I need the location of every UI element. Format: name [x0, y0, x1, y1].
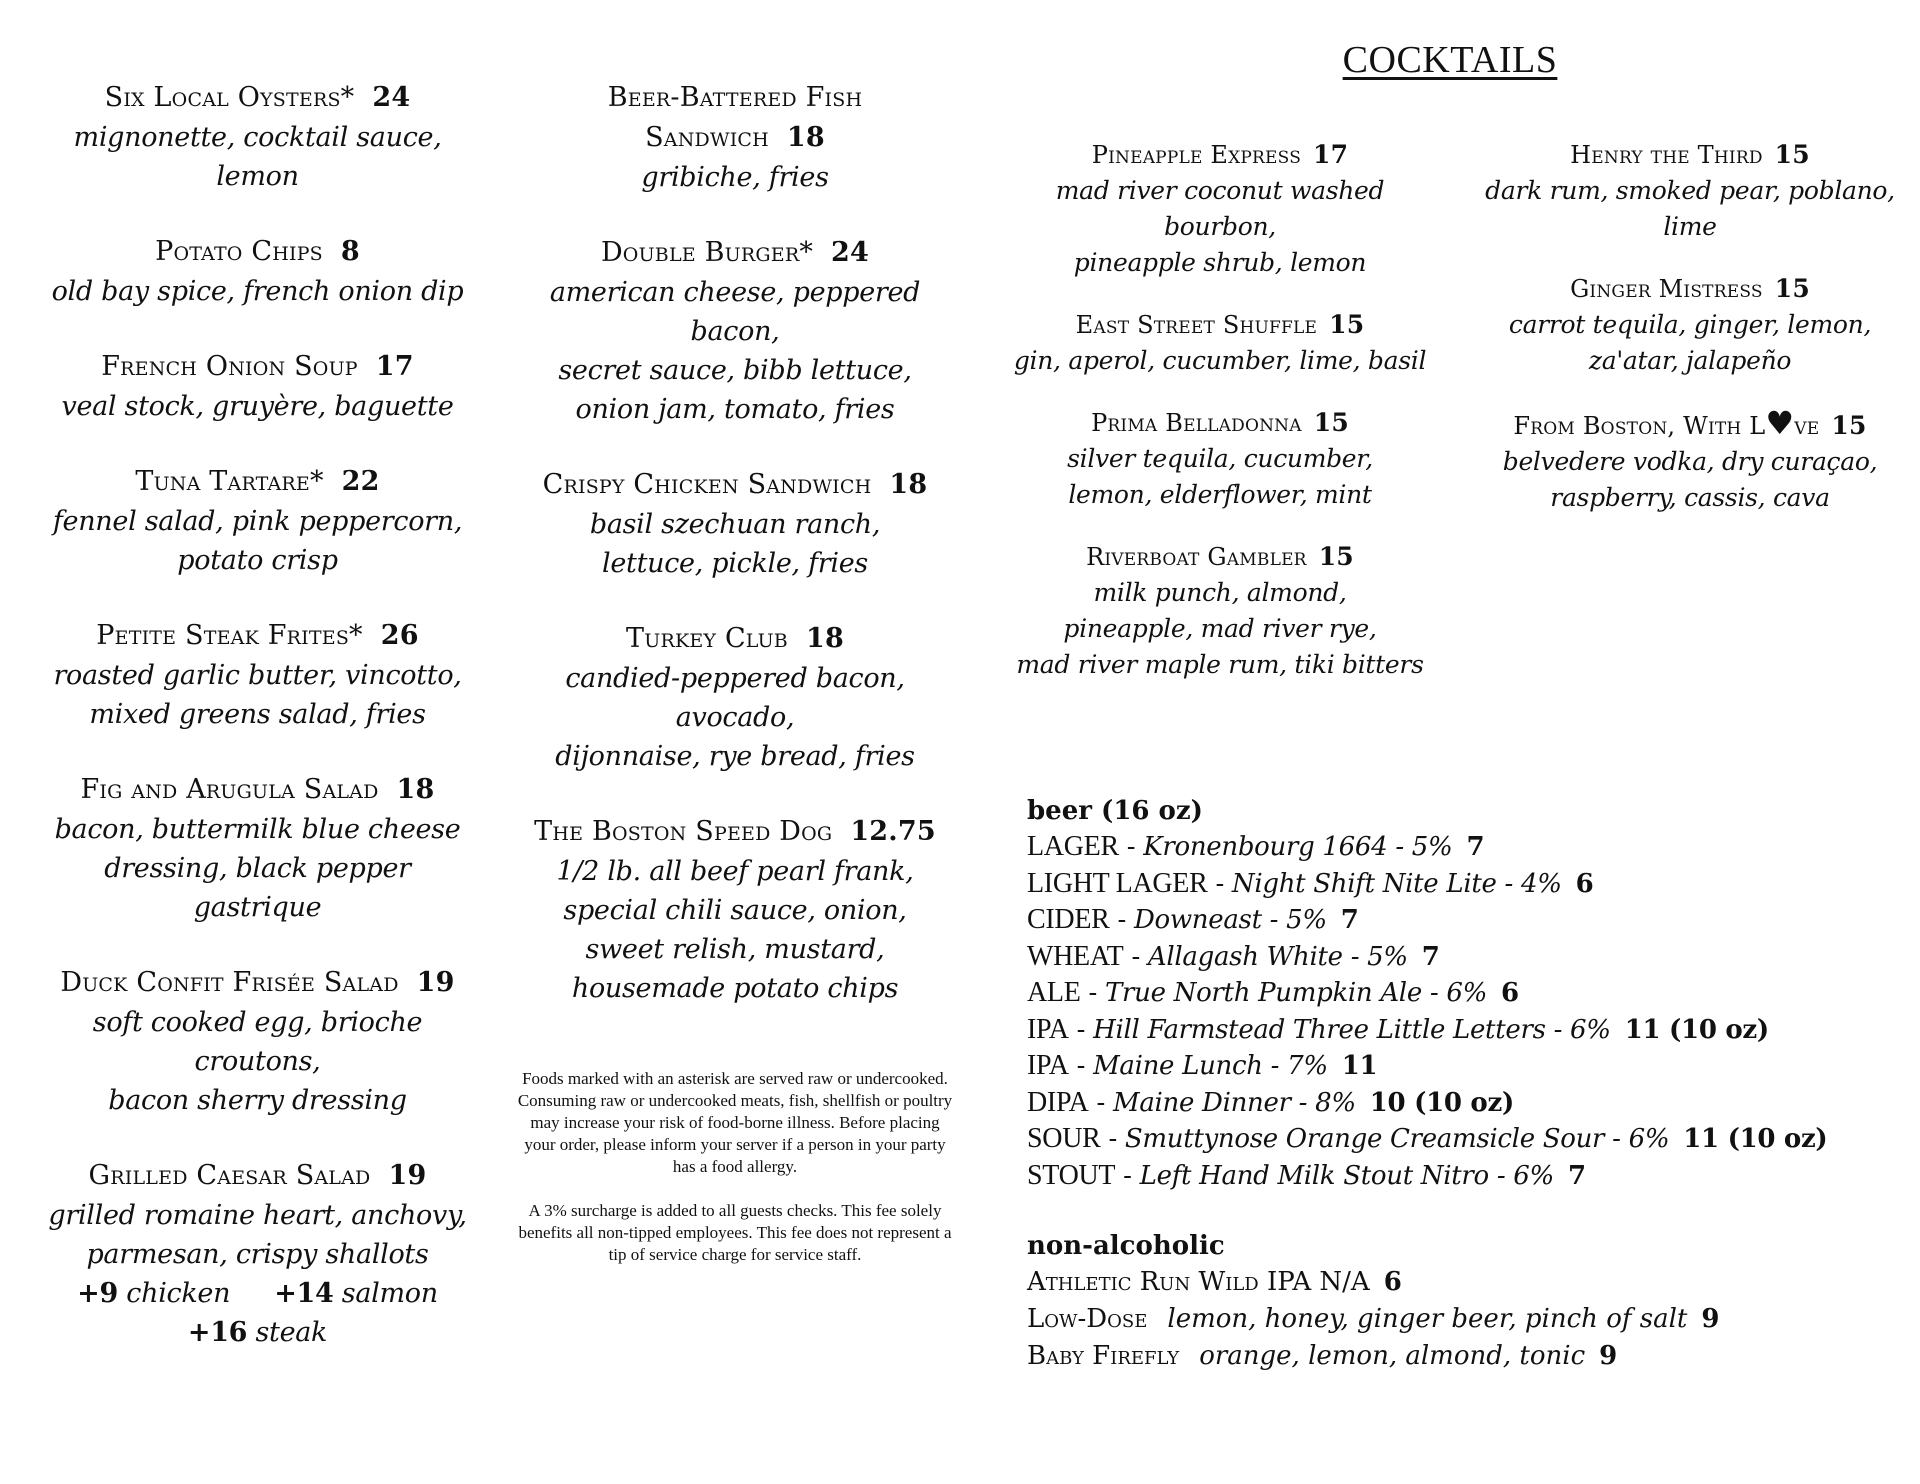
item-name-line: Crispy Chicken Sandwich 18: [542, 469, 928, 500]
item-description: pineapple shrub, lemon: [1073, 248, 1367, 277]
beer-row: DIPA - Maine Dinner - 8% 10 (10 oz): [1027, 1086, 1514, 1118]
beer-row: STOUT - Left Hand Milk Stout Nitro - 6% 7: [1027, 1159, 1586, 1191]
item-description: lemon, elderflower, mint: [1068, 480, 1372, 509]
item-price: 8: [340, 236, 360, 267]
item-price: 12.75: [850, 816, 936, 847]
menu-item: [40, 78, 475, 196]
menu-item: [515, 233, 955, 429]
caesar-addons-line: +16 steak: [187, 1317, 328, 1348]
beer-row: IPA - Hill Farmstead Three Little Letters - 6% 11 (10 oz): [1027, 1013, 1769, 1045]
item-price: 15: [1831, 411, 1867, 440]
item-name-line: Turkey Club 18: [626, 623, 844, 654]
item-description: belvedere vodka, dry curaçao,: [1502, 447, 1878, 476]
cocktail-item: [1470, 271, 1910, 379]
heart-icon: ♥: [1765, 404, 1795, 442]
item-price: 18: [786, 122, 825, 153]
item-name-line: Double Burger* 24: [600, 237, 870, 268]
item-description: mad river coconut washed bourbon,: [1055, 176, 1385, 241]
item-price: 18: [889, 469, 928, 500]
item-description: candied-peppered bacon, avocado,: [565, 663, 905, 733]
item-description: grilled romaine heart, anchovy,: [48, 1200, 467, 1231]
item-price: 18: [396, 774, 435, 805]
beer-row: ALE - True North Pumpkin Ale - 6% 6: [1027, 977, 1519, 1008]
item-name-line: Riverboat Gambler 15: [1086, 542, 1354, 571]
item-description: za'atar, jalapeño: [1588, 346, 1792, 375]
non-alcoholic-row: Athletic Run Wild IPA N/A 6: [1027, 1267, 1402, 1297]
item-description: onion jam, tomato, fries: [575, 394, 895, 425]
beer-row: IPA - Maine Lunch - 7% 11: [1027, 1050, 1378, 1081]
item-description: special chili sauce, onion,: [563, 895, 907, 926]
item-price: 15: [1329, 310, 1365, 339]
item-name-line: The Boston Speed Dog 12.75: [534, 816, 936, 847]
cocktails-column-right: [1470, 137, 1910, 542]
allergy-disclaimer: [515, 1068, 955, 1288]
non-alcoholic-row: Low-Dose lemon, honey, ginger beer, pinch of salt 9: [1027, 1304, 1720, 1334]
item-description: american cheese, peppered bacon,: [549, 277, 921, 347]
item-name-line: From Boston, With L♥ve 15: [1513, 404, 1867, 442]
menu-item: [40, 347, 475, 426]
cocktails-column-left: [1010, 137, 1430, 709]
item-price: 17: [1313, 140, 1349, 169]
non-alcoholic-heading: non-alcoholic: [1027, 1231, 1225, 1261]
item-name-line: Pineapple Express 17: [1091, 140, 1349, 169]
menu-item: [515, 78, 955, 197]
item-name-line: Fig and Arugula Salad 18: [80, 774, 435, 805]
menu-item: [40, 616, 475, 734]
item-price: 24: [372, 82, 411, 113]
item-price: 15: [1313, 408, 1349, 437]
item-price: 26: [380, 620, 419, 651]
item-name-line: Tuna Tartare* 22: [135, 466, 380, 497]
item-name-line: Potato Chips 8: [155, 236, 360, 267]
item-price: 15: [1774, 274, 1810, 303]
item-description: parmesan, crispy shallots: [86, 1239, 429, 1270]
item-description: pineapple, mad river rye,: [1063, 614, 1377, 643]
cocktail-item: [1010, 539, 1430, 683]
item-name-line: Six Local Oysters* 24: [104, 82, 411, 113]
beer-row: SOUR - Smuttynose Orange Creamsicle Sour - 6% 11 (10 oz): [1027, 1123, 1828, 1154]
cocktail-item: [1010, 405, 1430, 513]
beer-heading: beer (16 oz): [1027, 796, 1203, 826]
item-description: veal stock, gruyère, baguette: [61, 391, 454, 422]
item-description: lettuce, pickle, fries: [602, 548, 868, 579]
non-alcoholic-section: [1027, 1228, 1907, 1375]
item-name-line: Beer-Battered Fish Sandwich 18: [607, 82, 863, 153]
item-name-line: Grilled Caesar Salad 19: [88, 1160, 427, 1191]
item-name-line: Ginger Mistress 15: [1570, 274, 1810, 303]
beer-row: CIDER - Downeast - 5% 7: [1027, 904, 1359, 935]
item-description: bacon sherry dressing: [108, 1085, 407, 1116]
item-description: carrot tequila, ginger, lemon,: [1508, 310, 1872, 339]
item-description: basil szechuan ranch,: [589, 509, 881, 540]
item-description: housemade potato chips: [571, 973, 899, 1004]
food-column-left: [40, 78, 475, 1388]
item-name-line: East Street Shuffle 15: [1075, 310, 1365, 339]
item-name-line: Prima Belladonna 15: [1091, 408, 1349, 437]
item-description: silver tequila, cucumber,: [1067, 444, 1373, 473]
item-description: raspberry, cassis, cava: [1550, 483, 1830, 512]
cocktails-heading: COCKTAILS: [1342, 39, 1558, 81]
menu-item: [40, 462, 475, 580]
item-description: gin, aperol, cucumber, lime, basil: [1013, 346, 1427, 375]
menu-item: [40, 232, 475, 311]
item-description: potato crisp: [177, 545, 338, 576]
item-description: fennel salad, pink peppercorn,: [52, 506, 463, 537]
menu-item: [40, 770, 475, 927]
food-column-middle: [515, 78, 955, 1044]
item-description: dijonnaise, rye bread, fries: [555, 741, 915, 772]
disclaimer-raw-food: Foods marked with an asterisk are served raw or undercooked. Consuming raw or undercooked meats, fish, shellfish or poultry may increase your risk of food-borne illness. Before placing your order, please inform your server if a person in your party has a food allergy.: [517, 1069, 953, 1176]
beer-row: LIGHT LAGER - Night Shift Nite Lite - 4% 6: [1027, 867, 1594, 899]
item-description: gribiche, fries: [641, 162, 829, 193]
menu-item: [40, 1156, 475, 1352]
item-description: 1/2 lb. all beef pearl frank,: [556, 856, 914, 887]
item-price: 22: [341, 466, 380, 497]
item-price: 15: [1774, 140, 1810, 169]
non-alcoholic-row: Baby Firefly orange, lemon, almond, tonic 9: [1027, 1341, 1618, 1371]
item-description: sweet relish, mustard,: [585, 934, 885, 965]
cocktail-item: [1470, 405, 1910, 516]
item-description: mad river maple rum, tiki bitters: [1016, 650, 1424, 679]
menu-item: [515, 812, 955, 1008]
cocktail-item: [1010, 307, 1430, 379]
item-description: dark rum, smoked pear, poblano, lime: [1485, 176, 1895, 241]
item-description: dressing, black pepper gastrique: [104, 853, 411, 923]
item-name-line: French Onion Soup 17: [101, 351, 414, 382]
disclaimer-surcharge: A 3% surcharge is added to all guests checks. This fee solely benefits all non-tipped employees. This fee does not represent a tip of service charge for service staff.: [518, 1201, 952, 1264]
item-description: roasted garlic butter, vincotto,: [53, 660, 462, 691]
item-description: milk punch, almond,: [1093, 578, 1347, 607]
item-description: soft cooked egg, brioche croutons,: [92, 1007, 423, 1077]
menu-item: [40, 963, 475, 1120]
item-name-line: Henry the Third 15: [1570, 140, 1810, 169]
item-price: 19: [388, 1160, 427, 1191]
item-description: bacon, buttermilk blue cheese: [54, 814, 461, 845]
item-name-line: Duck Confit Frisée Salad 19: [60, 967, 455, 998]
beer-row: WHEAT - Allagash White - 5% 7: [1027, 940, 1440, 972]
caesar-addons-line: +9 chicken +14 salmon: [77, 1278, 438, 1309]
item-description: mixed greens salad, fries: [89, 699, 426, 730]
item-price: 17: [375, 351, 414, 382]
cocktail-item: [1470, 137, 1910, 245]
item-description: secret sauce, bibb lettuce,: [558, 355, 912, 386]
item-price: 24: [831, 237, 870, 268]
beer-section: [1027, 793, 1907, 1194]
item-name-line: Petite Steak Frites* 26: [96, 620, 419, 651]
item-price: 15: [1318, 542, 1354, 571]
item-price: 18: [805, 623, 844, 654]
menu-item: [515, 465, 955, 583]
cocktail-item: [1010, 137, 1430, 281]
menu-item: [515, 619, 955, 776]
beer-row: LAGER - Kronenbourg 1664 - 5% 7: [1027, 831, 1485, 862]
item-description: mignonette, cocktail sauce, lemon: [73, 122, 442, 192]
item-price: 19: [416, 967, 455, 998]
item-description: old bay spice, french onion dip: [51, 276, 464, 307]
